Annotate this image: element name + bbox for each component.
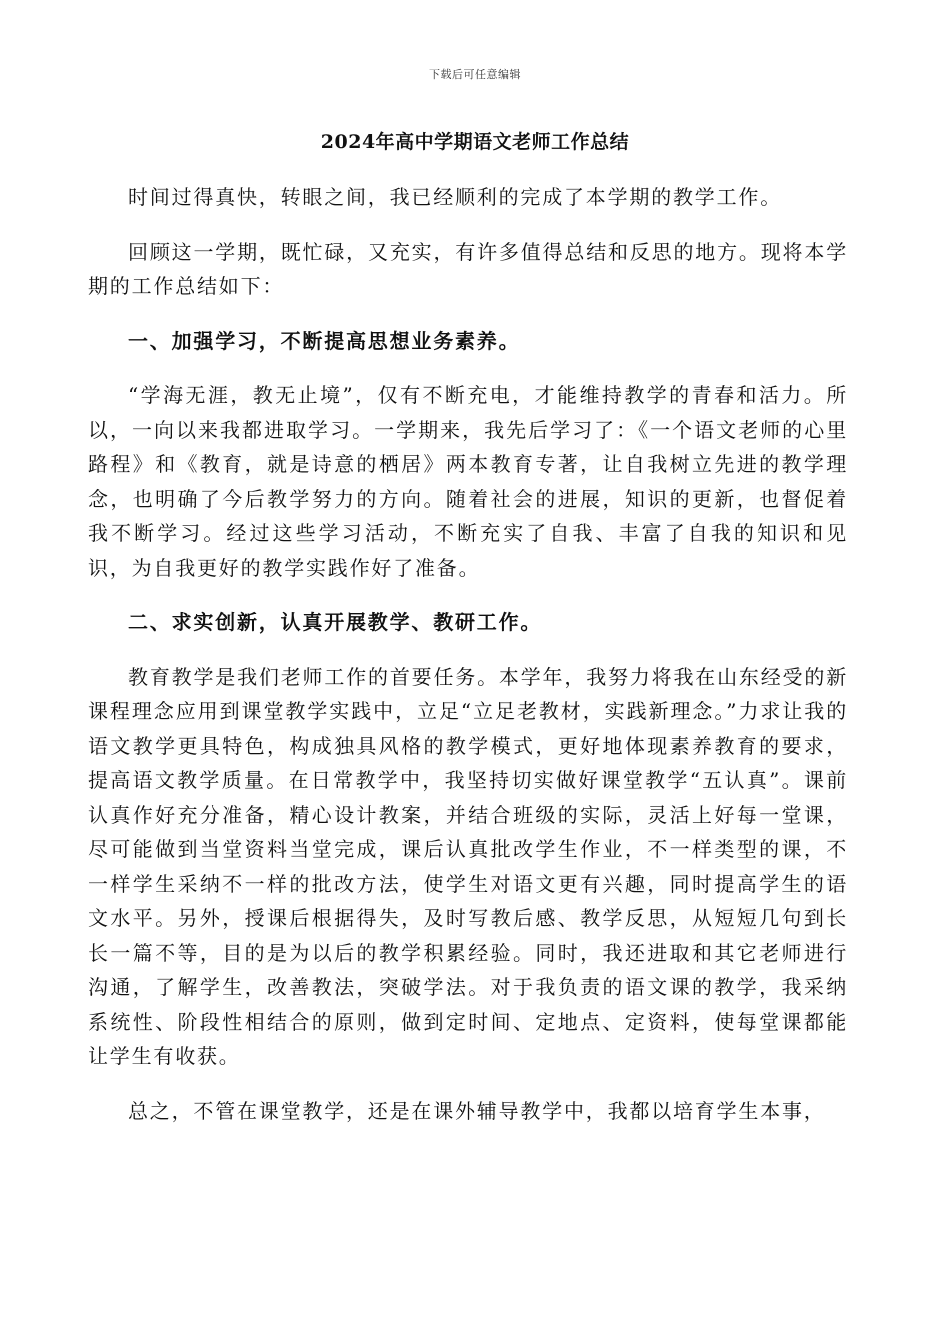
document-body: [88, 180, 848, 1148]
header-note: 下载后可任意编辑: [429, 68, 521, 81]
section-heading-2: 二、求实创新，认真开展教学、教研工作。: [128, 610, 543, 634]
document-title: 2024年高中学期语文老师工作总结: [320, 131, 630, 153]
paragraph-summary: 总之，不管在课堂教学，还是在课外辅导教学中，我都以培育学生本事，: [128, 1098, 826, 1123]
paragraph-teaching: 教育教学是我们老师工作的首要任务。本学年，我努力将我在山东经受的新课程理念应用到课堂教学实践中，立足“立足老教材，实践新理念。”力求让我的语文教学更具特色，构成独具风格的教学模式，更好地体现素养教育的要求，提高语文教学质量。在日常教学中，我坚持切实做好课堂教学“五认真”。课前认真作好充分准备，精心设计教案，并结合班级的实际，灵活上好每一堂课，尽可能做到当堂资料当堂完成，课后认真批改学生作业，不一样类型的课，不一样学生采纳不一样的批改方法，使学生对语文更有兴趣，同时提高学生的语文水平。另外，授课后根据得失，及时写教后感、教学反思，从短短几句到长长一篇不等，目的是为以后的教学积累经验。同时，我还进取和其它老师进行沟通，了解学生，改善教法，突破学法。对于我负责的语文课的教学，我采纳系统性、阶段性相结合的原则，做到定时间、定地点、定资料，使每堂课都能让学生有收获。: [88, 664, 848, 1068]
paragraph-intro: 时间过得真快，转眼之间，我已经顺利的完成了本学期的教学工作。: [128, 185, 782, 209]
section-heading-1: 一、加强学习，不断提高思想业务素养。: [128, 328, 521, 353]
paragraph-study: “学海无涯，教无止境”，仅有不断充电，才能维持教学的青春和活力。所以，一向以来我都进取学习。一学期来，我先后学习了：《一个语文老师的心里路程》和《教育，就是诗意的栖居》两本教育专著，让自我树立先进的教学理念，也明确了今后教学努力的方向。随着社会的进展，知识的更新，也督促着我不断学习。经过这些学习活动，不断充实了自我、丰富了自我的知识和见识，为自我更好的教学实践作好了准备。: [88, 383, 848, 580]
paragraph-review: 回顾这一学期，既忙碌，又充实，有许多值得总结和反思的地方。现将本学期的工作总结如下：: [88, 239, 848, 298]
